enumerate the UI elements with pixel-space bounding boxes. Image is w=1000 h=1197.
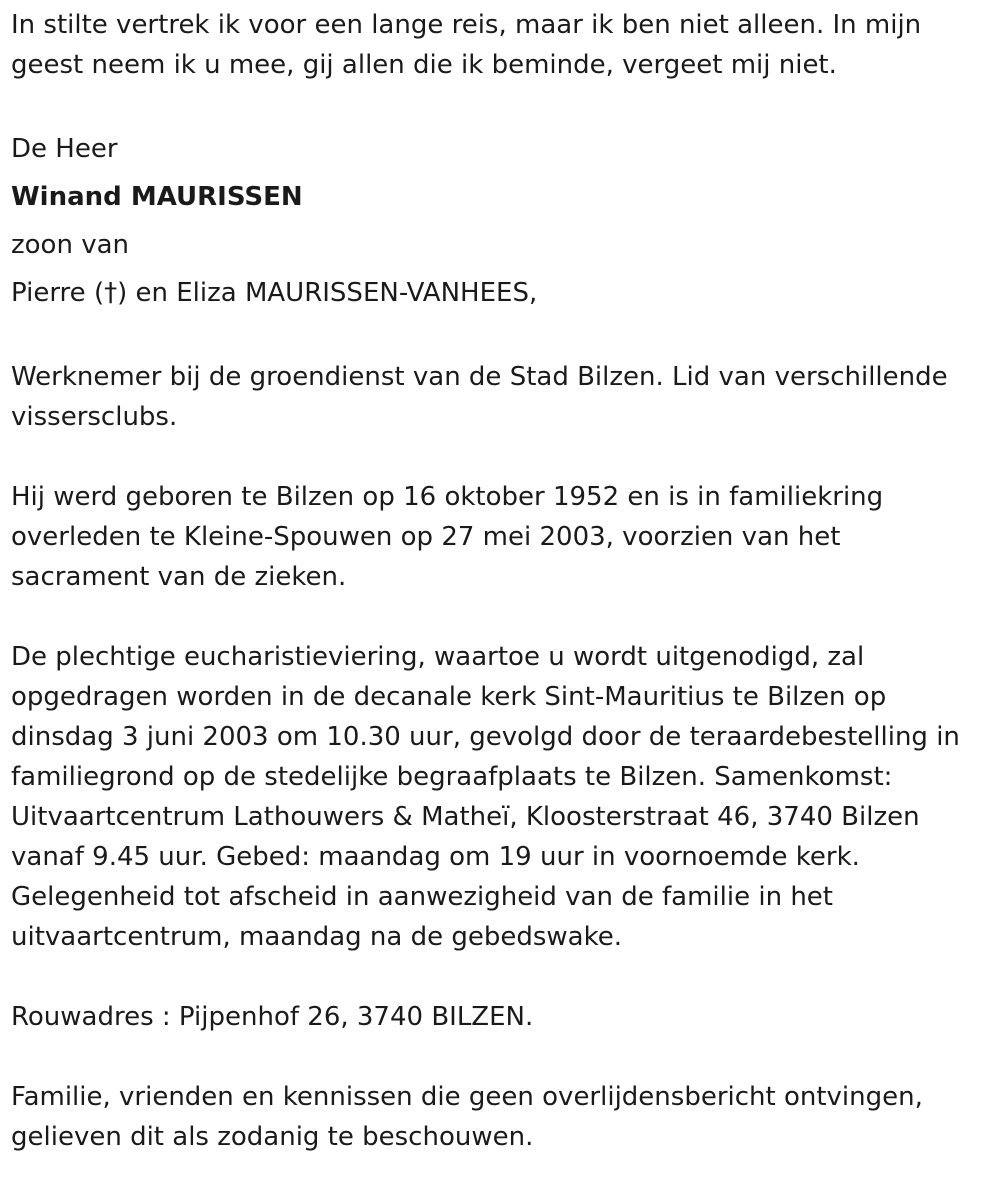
closing-line: gelieven dit als zodanig te beschouwen. (11, 1122, 534, 1152)
opening-quote-line: geest neem ik u mee, gij allen die ik beminde, vergeet mij niet. (11, 50, 837, 80)
obituary-document (11, 5, 986, 1197)
deceased-title: De Heer (11, 134, 118, 164)
occupation-line: Werknemer bij de groendienst van de Stad Bilzen. Lid van verschillende (11, 362, 948, 392)
opening-quote (11, 5, 986, 85)
deceased-relation: zoon van (11, 230, 130, 260)
opening-quote-line: In stilte vertrek ik voor een lange reis, maar ik ben niet alleen. In mijn (11, 10, 922, 40)
mourning-address: Rouwadres : Pijpenhof 26, 3740 BILZEN. (11, 1002, 534, 1032)
address-paragraph (11, 997, 986, 1037)
deceased-block (11, 125, 986, 317)
life-line: sacrament van de zieken. (11, 562, 347, 592)
ceremony-paragraph (11, 637, 986, 957)
deceased-name: Winand MAURISSEN (11, 182, 303, 212)
occupation-paragraph (11, 357, 986, 437)
ceremony-line: opgedragen worden in de decanale kerk Sint-Mauritius te Bilzen op (11, 682, 887, 712)
ceremony-line: uitvaartcentrum, maandag na de gebedswake. (11, 922, 622, 952)
ceremony-line: dinsdag 3 juni 2003 om 10.30 uur, gevolgd door de teraardebestelling in (11, 722, 960, 752)
ceremony-line: Gelegenheid tot afscheid in aanwezigheid van de familie in het (11, 882, 833, 912)
ceremony-line: De plechtige eucharistieviering, waartoe u wordt uitgenodigd, zal (11, 642, 865, 672)
occupation-line: vissersclubs. (11, 402, 178, 432)
ceremony-line: vanaf 9.45 uur. Gebed: maandag om 19 uur in voornoemde kerk. (11, 842, 860, 872)
closing-line: Familie, vrienden en kennissen die geen overlijdensbericht ontvingen, (11, 1082, 923, 1112)
life-paragraph (11, 477, 986, 597)
life-line: Hij werd geboren te Bilzen op 16 oktober 1952 en is in familiekring (11, 482, 884, 512)
deceased-parents: Pierre (†) en Eliza MAURISSEN-VANHEES, (11, 278, 538, 308)
life-line: overleden te Kleine-Spouwen op 27 mei 2003, voorzien van het (11, 522, 841, 552)
ceremony-line: Uitvaartcentrum Lathouwers & Matheï, Kloosterstraat 46, 3740 Bilzen (11, 802, 920, 832)
ceremony-line: familiegrond op de stedelijke begraafplaats te Bilzen. Samenkomst: (11, 762, 893, 792)
closing-paragraph (11, 1077, 986, 1157)
